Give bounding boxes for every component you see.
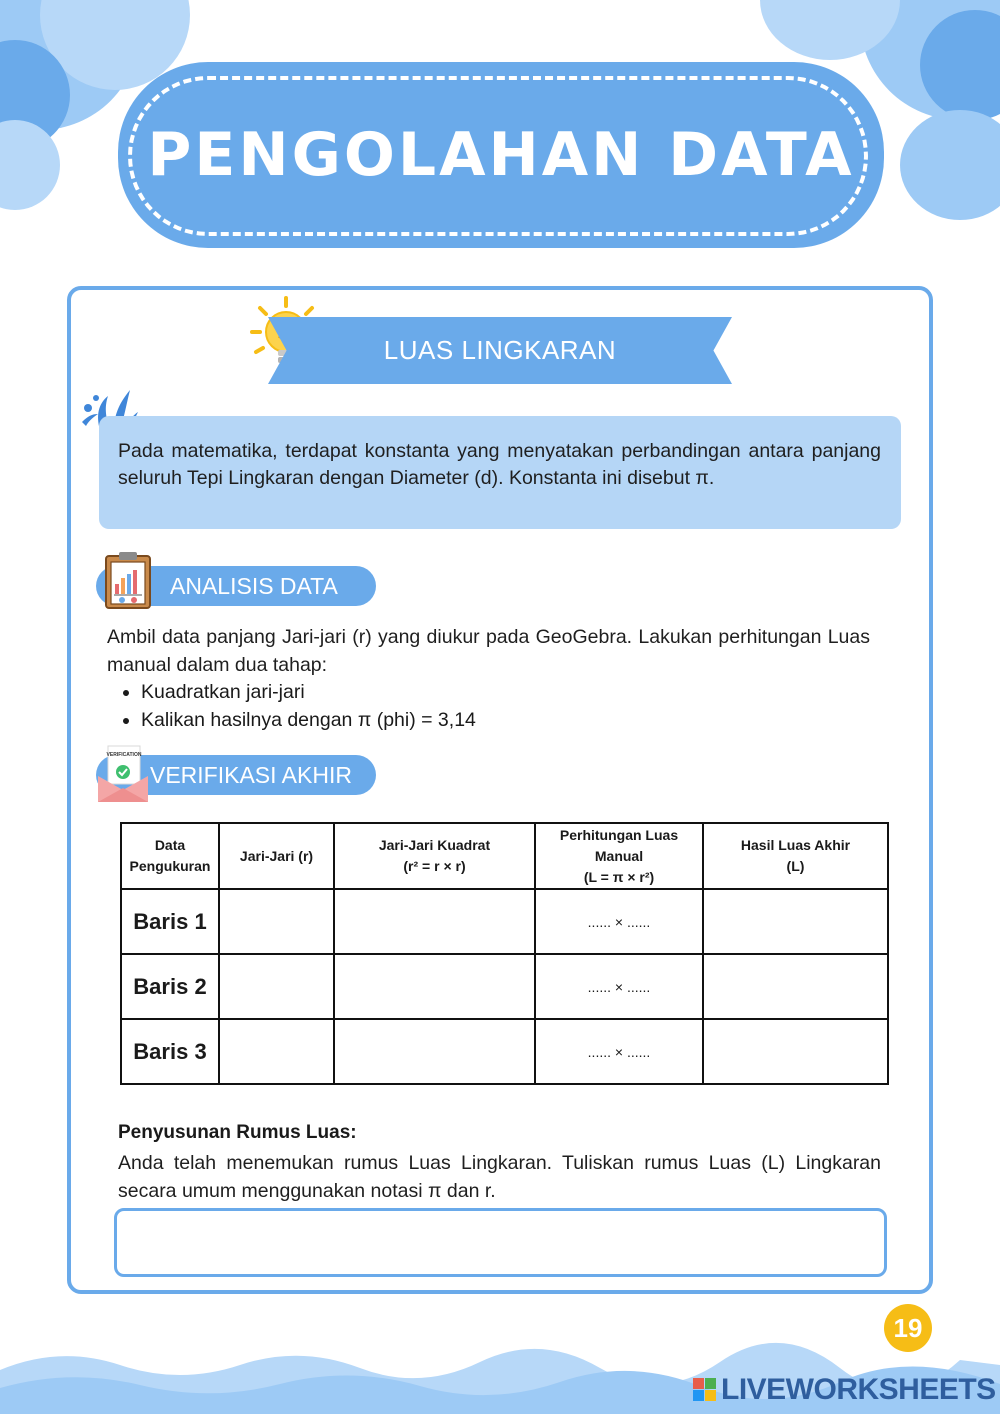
final-area-input-cell[interactable] — [703, 954, 888, 1019]
table-row — [121, 1019, 888, 1084]
row-label: Baris 1 — [121, 889, 219, 954]
radius-input-cell[interactable] — [219, 1019, 334, 1084]
page-title: PENGOLAHAN DATA — [147, 120, 855, 190]
section-title: LUAS LINGKARAN — [383, 335, 617, 365]
brand-name: LIVEWORKSHEETS — [721, 1373, 996, 1406]
manual-calc-cell[interactable]: ...... × ...... — [535, 954, 703, 1019]
list-item: • Kalikan hasilnya dengan π (phi) = 3,14 — [141, 706, 476, 734]
row-label: Baris 3 — [121, 1019, 219, 1084]
liveworksheets-blocks-icon — [693, 1376, 717, 1404]
analysis-paragraph: Ambil data panjang Jari-jari (r) yang diukur pada GeoGebra. Lakukan perhitungan Luas manual dalam dua tahap: — [107, 626, 870, 676]
radius-squared-input-cell[interactable] — [334, 889, 535, 954]
manual-calc-cell[interactable]: ...... × ...... — [535, 889, 703, 954]
table-header-cell: Perhitungan Luas Manual (L = π × r²) — [535, 823, 703, 889]
table-row — [121, 889, 888, 954]
clipboard-chart-icon — [102, 550, 154, 610]
verification-table — [120, 822, 889, 1085]
radius-squared-input-cell[interactable] — [334, 1019, 535, 1084]
intro-text: Pada matematika, terdapat konstanta yang menyatakan perbandingan antara panjang seluruh Tepi Lingkaran dengan Diameter (d). Konstanta ini disebut π. — [118, 440, 881, 489]
formula-title: Penyusunan Rumus Luas: — [118, 1122, 357, 1143]
verification-envelope-icon — [96, 744, 150, 806]
verification-badge-text: VERIFICATION — [106, 752, 142, 758]
table-header-row — [121, 823, 888, 889]
radius-input-cell[interactable] — [219, 889, 334, 954]
liveworksheets-logo — [693, 1370, 996, 1410]
list-item: • Kuadratkan jari-jari — [141, 678, 476, 706]
table-header-cell: Data Pengukuran — [121, 823, 219, 889]
table-row — [121, 954, 888, 1019]
manual-calc-cell[interactable]: ...... × ...... — [535, 1019, 703, 1084]
intro-box — [99, 416, 901, 529]
formula-text: Anda telah menemukan rumus Luas Lingkaran. Tuliskan rumus Luas (L) Lingkaran secara umum menggunakan notasi π dan r. — [118, 1152, 881, 1202]
table-header-cell: Hasil Luas Akhir (L) — [703, 823, 888, 889]
radius-input-cell[interactable] — [219, 954, 334, 1019]
verification-heading-label: VERIFIKASI AKHIR — [150, 761, 352, 788]
formula-answer-input[interactable] — [114, 1208, 887, 1277]
analysis-bullet-list — [108, 678, 476, 734]
table-header-cell: Jari-Jari Kuadrat (r² = r × r) — [334, 823, 535, 889]
final-area-input-cell[interactable] — [703, 1019, 888, 1084]
analysis-heading-label: ANALISIS DATA — [170, 572, 338, 599]
final-area-input-cell[interactable] — [703, 889, 888, 954]
page-number-badge: 19 — [884, 1304, 932, 1352]
table-header-cell: Jari-Jari (r) — [219, 823, 334, 889]
radius-squared-input-cell[interactable] — [334, 954, 535, 1019]
row-label: Baris 2 — [121, 954, 219, 1019]
